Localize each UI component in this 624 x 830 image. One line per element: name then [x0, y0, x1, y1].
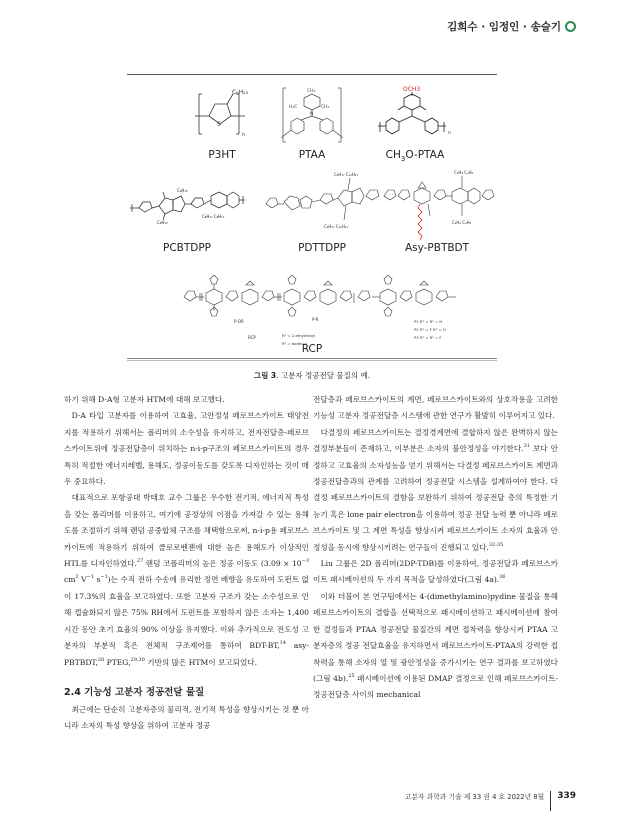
- figure-caption: [0, 370, 624, 381]
- authors-text: 김희수 · 임정인 · 송슬기: [447, 21, 561, 33]
- svg-text:S: S: [217, 121, 221, 128]
- figure-bottom-rule-2: [127, 360, 497, 361]
- svg-text:C₆H₁₃: C₆H₁₃: [177, 188, 188, 193]
- svg-text:C₆H₁₃: C₆H₁₃: [232, 89, 248, 96]
- page-footer: [405, 786, 576, 806]
- svg-text:C₈H₁₇ C₈H₁₇: C₈H₁₇ C₈H₁₇: [202, 214, 225, 219]
- svg-text:C₆H₁₃: C₆H₁₃: [157, 220, 168, 225]
- svg-text:N: N: [310, 112, 314, 117]
- ptaa-label: PTAA: [298, 149, 326, 161]
- svg-text:RCP: RCP: [248, 335, 256, 340]
- caption-number: 그림 3: [253, 371, 277, 380]
- caption-text: . 고분자 정공전달 물질의 예.: [276, 371, 371, 380]
- citation: 25: [348, 672, 355, 679]
- footer-divider: [550, 791, 551, 811]
- p3ht-structure: [187, 84, 257, 144]
- ch3o-ptaa-label: $CH_3O$-PTAA: [385, 149, 445, 164]
- journal-info: 고분자 과학과 기술 제 33 권 4 호 2022년 8월: [404, 793, 545, 801]
- paragraph: 최근에는 단순히 고분자층의 물리적, 전기적 특성을 향상시키는 것 뿐 아니라 소자의 특성 향상을 위하여 고분자 정공: [64, 704, 309, 731]
- figure-bottom-rule: [127, 358, 497, 359]
- citation: 14: [279, 640, 287, 647]
- page-number: 339: [557, 791, 576, 801]
- citation: 28: [97, 656, 105, 663]
- running-header-authors: [447, 19, 576, 34]
- svg-text:R¹ = 2-ethylhexyl: R¹ = 2-ethylhexyl: [282, 333, 316, 338]
- paragraph: 전달층과 페로브스카이트의 계면, 페로브스카이트와의 상호작용을 고려한 기능성 고분자 정공전달층 시스템에 관한 연구가 활발히 이루어지고 있다.: [313, 395, 558, 421]
- rcp-structure: [182, 275, 462, 350]
- pdttdpp-label: PDTTDPP: [298, 242, 346, 254]
- svg-text:C₄H₉ C₂H₅: C₄H₉ C₂H₅: [452, 220, 472, 225]
- paragraph: 이와 더불어 본 연구팀에서는 4-(dimethylamino)pydine 물질을 통해 페로브스카이트의 결합을 선택적으로 패시베이션하고 패시베이션에 참여한 결정들과 PTAA 정공전달 물질간의 계면 접착력을 향상시켜 PTAA 고분자층의 정공 전달효율을 유지하면서 페로브스카이트-PTAA의 강력한 접착력을 통해 소자의 열 및 광안정성을 증가시키는 연구 결과를 보고하였다(그림 4b).$^{25}$ 패시베이션에 이용된 DMAP 결정으로 인해 페로브스카이트-정공전달층 사이의 mechanical: [313, 591, 559, 700]
- ch3o-ptaa-structure: [372, 82, 457, 142]
- ch3o-highlight: OCH3: [403, 86, 421, 93]
- pcbtdpp-structure: [127, 178, 247, 228]
- section-heading: 2.4 기능성 고분자 정공전달 물질: [64, 686, 205, 698]
- paragraph: Liu 그룹은 2D 폴리머(2DP-TDB)를 이용하여, 정공전달과 페로브스카이트 패시베이션의 두 가지 목적을 달성하였다(그림 4a).$^{36}$: [313, 559, 558, 585]
- svg-text:n: n: [448, 131, 451, 136]
- svg-text:CH₃: CH₃: [307, 89, 316, 94]
- svg-text:P-OR: P-OR: [234, 319, 244, 324]
- left-column: [64, 392, 309, 735]
- asy-pbtbdt-label: Asy-PBTBDT: [404, 242, 470, 254]
- svg-text:CH₃: CH₃: [321, 105, 330, 110]
- paragraph: 다결정의 페로브스카이트는 결정경계면에 결합하지 않은 완벽하지 않는 결정부분들이 존재하고, 이부분은 소자의 불안정성을 야기한다.$^{31}$ 보다 안정하고 고효율의 소자성능을 얻기 위해서는 다결정 페로브스카이트 계면과 정공전달층과의 관계를 고려하여 정공전달 시스템을 설계하여야 한다. 다결정 페로브스카이트의 결함을 보완하기 위하여 정공전달 층의 특정한 기능기 혹은 lone pair electron을 이용하여 정공 전달 능력 뿐 아니라 페로브스카이트 및 그 계면 특성을 향상시켜 페로브스카이트 소자의 효율과 안정성을 동시에 향상시키려는 연구들이 진행되고 있다.$^{32-35}$: [313, 427, 558, 552]
- citation: 27: [136, 558, 144, 565]
- svg-text:n: n: [242, 132, 246, 138]
- pcbtdpp-label: PCBTDPP: [162, 242, 212, 254]
- svg-text:R² = dodecyl: R² = dodecyl: [282, 341, 307, 346]
- svg-text:P1 R¹ = R² = H: P1 R¹ = R² = H: [414, 319, 443, 324]
- paragraph: 하기 위해 D-A형 고분자 HTM에 대해 보고했다.: [64, 395, 225, 404]
- svg-text:C₈H₁₇ C₁₀H₂₁: C₈H₁₇ C₁₀H₂₁: [334, 172, 359, 177]
- pdttdpp-structure: [262, 168, 382, 238]
- svg-text:C₄H₉ C₂H₅: C₄H₉ C₂H₅: [454, 170, 474, 175]
- citation: 32-35: [488, 541, 504, 548]
- paragraph: 대표적으로 포항공대 박태호 교수 그룹은 우수한 전기적, 에너지적 특성을 갖는 폴리머를 이용하고, 여기에 공정상의 이점을 가져갈 수 있는 용해도를 조절하기 위해 랜덤 공중합체 구조를 채택함으로써, n-i-p용 페로브스카이트에 적용하기 위하여 클로로벤젠에 대한 높은 용해도가 이상적인 HTL를 디자인하였다.$^{27}$ 랜덤 코폴리머의 높은 정공 이동도 ($3.09 \times 10^{-3}$ $cm^2$ $V^{-1}$ $s^{-1}$)는 수직 전하 수송에 유리한 정면 배향을 유도하여 도펀트 없이 17.3%의 효율을 보고하였다. 또한 고분자 구조가 갖는 소수성으로 인해 캡슐화되지 않은 75% RH에서 도펀트를 포함하지 않은 소자는 1,400시간 동안 초기 효율의 90% 이상을 유지했다. 이와 추가적으로 전도성 고분자의 부분적 혹은 전체적 구조제어를 통하여 BDT-BT,$^{14}$ asy-PBTBDT,$^{28}$ PTEG,$^{29,30}$ 기반의 많은 HTM이 보고되었다.: [64, 493, 310, 667]
- circle-bullet-icon: [565, 21, 576, 32]
- asy-pbtbdt-structure: [382, 168, 497, 243]
- rcp-label: RCP: [301, 343, 323, 355]
- citation: 29,30: [130, 656, 145, 663]
- svg-text:P-R: P-R: [312, 317, 319, 322]
- svg-text:H₃C: H₃C: [289, 105, 298, 110]
- citation: 36: [499, 574, 506, 581]
- svg-text:C₈H₁₇ C₁₀H₂₁: C₈H₁₇ C₁₀H₂₁: [324, 224, 349, 229]
- p3ht-label: P3HT: [208, 149, 236, 161]
- right-column: [313, 392, 558, 704]
- figure-3: [127, 70, 497, 370]
- paragraph: D-A 타입 고분자를 이용하여 고효율, 고안정성 페로브스카이트 태양전지를 적용하기 위해서는 폴리머의 소수성을 유지하고, 전자전달층-페로브스카이트위에 정공전달층이 위치하는 n-i-p구조의 페로브스카이트의 경우 특히 적절한 에너지레벨, 용해도, 정공이동도를 갖도록 디자인하는 것이 매우 중요하다.: [64, 411, 309, 487]
- ptaa-structure: [277, 86, 347, 146]
- svg-text:P3 R¹ = R² = F: P3 R¹ = R² = F: [414, 335, 442, 340]
- alkyl-chain-highlight: [418, 204, 422, 240]
- svg-text:P2 R¹ = F R² = H: P2 R¹ = F R² = H: [414, 327, 446, 332]
- citation: 31: [523, 443, 530, 450]
